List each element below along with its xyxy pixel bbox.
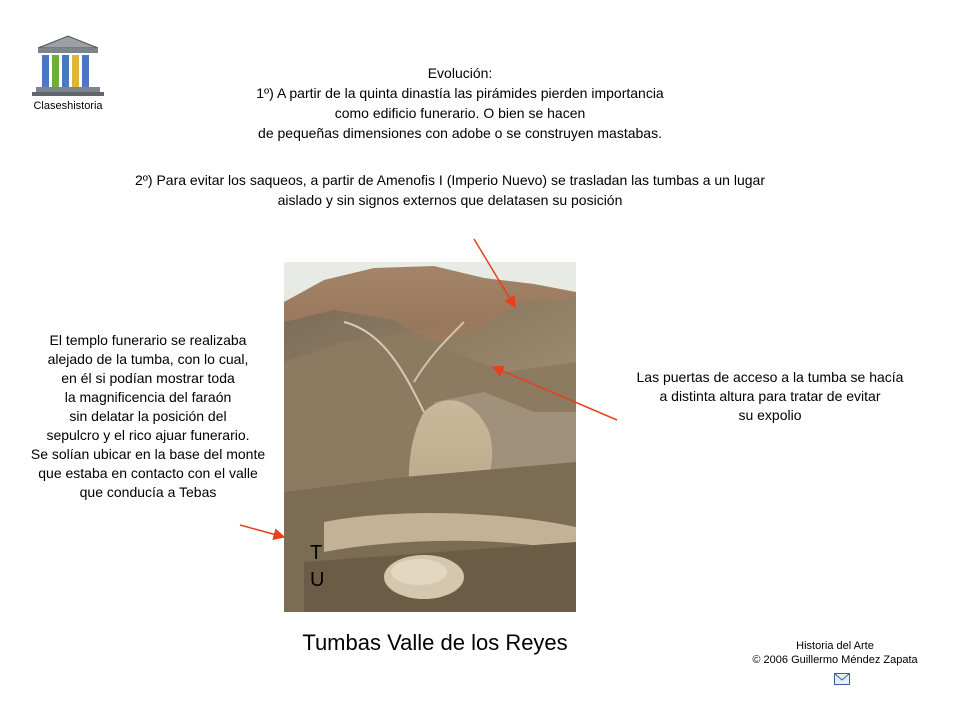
second-point-line: 2º) Para evitar los saqueos, a partir de Amenofis I (Imperio Nuevo) se trasladan las tumbas a un lugar: [135, 172, 765, 188]
note-line: Las puertas de acceso a la tumba se hacía: [636, 369, 904, 385]
credits: [730, 639, 940, 667]
tomb-entrance-note: [600, 368, 940, 425]
photo-caption: Tumbas Valle de los Reyes: [302, 630, 568, 655]
note-line: que conducía a Tebas: [79, 484, 217, 500]
envelope-icon[interactable]: [834, 672, 850, 684]
note-line: la magnificencia del faraón: [64, 389, 232, 405]
second-point-text: [60, 170, 840, 210]
credits-course: Historia del Arte: [796, 640, 874, 652]
evolution-text: [200, 63, 720, 143]
arrow-temple-base: [240, 525, 284, 537]
second-point-line: aislado y sin signos externos que delatasen su posición: [277, 192, 623, 208]
evolution-heading: Evolución:: [427, 65, 493, 81]
photo-label-t: T: [310, 542, 323, 564]
note-line: en él si podían mostrar toda: [61, 370, 235, 386]
note-line: sepulcro y el rico ajuar funerario.: [46, 427, 250, 443]
note-line: El templo funerario se realizaba: [49, 332, 247, 348]
note-line: sin delatar la posición del: [69, 408, 227, 424]
valley-of-kings-photo: [284, 262, 576, 612]
credits-author: © 2006 Guillermo Méndez Zapata: [752, 654, 918, 666]
photo-label-u: U: [310, 569, 325, 591]
funerary-temple-note: [8, 331, 288, 502]
evolution-line: de pequeñas dimensiones con adobe o se construyen mastabas.: [258, 125, 662, 141]
note-line: su expolio: [738, 407, 802, 423]
note-line: alejado de la tumba, con lo cual,: [47, 351, 249, 367]
note-line: a distinta altura para tratar de evitar: [659, 388, 881, 404]
evolution-line: 1º) A partir de la quinta dinastía las pirámides pierden importancia: [256, 85, 664, 101]
note-line: Se solían ubicar en la base del monte: [30, 446, 266, 462]
greek-temple-icon: [30, 34, 106, 98]
evolution-line: como edificio funerario. O bien se hacen: [334, 105, 586, 121]
note-line: que estaba en contacto con el valle: [38, 465, 258, 481]
logo-caption[interactable]: Claseshistoria: [33, 100, 103, 112]
